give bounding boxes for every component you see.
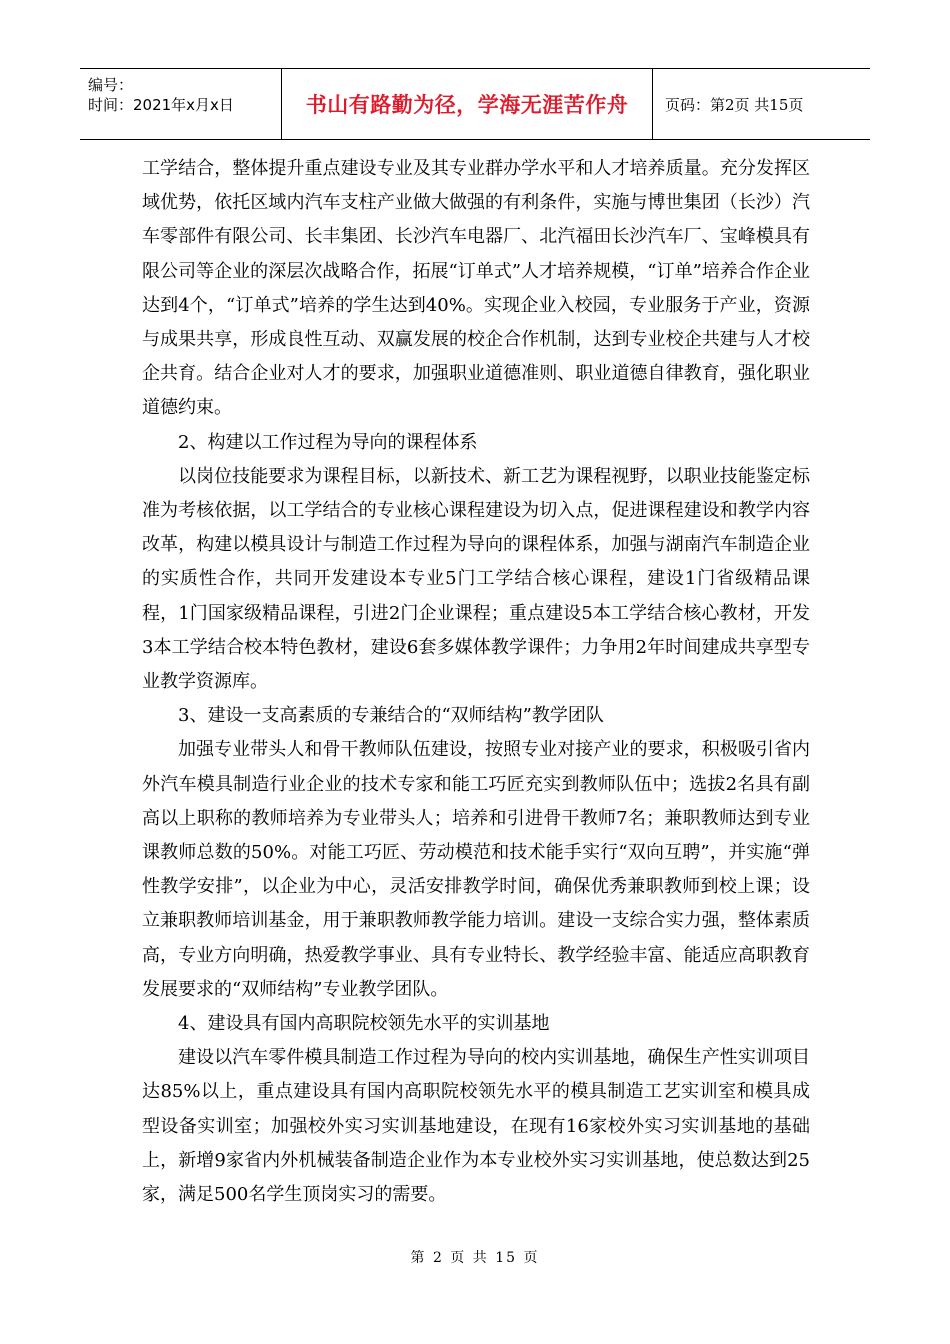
header-page-info: 页码：第2页 共15页 — [665, 95, 804, 114]
paragraph-curriculum: 以岗位技能要求为课程目标，以新技术、新工艺为课程视野，以职业技能鉴定标准为考核依据，以工学结合的专业核心课程建设为切入点，促进课程建设和教学内容改革，构建以模具设计与制造工作过程为导向的课程体系，加强与湖南汽车制造企业的实质性合作，共同开发建设本专业5门工学结合核心课程，建设1门省级精品课程，1门国家级精品课程，引进2门企业课程；重点建设5本工学结合核心教材，开发3本工学结合校本特色教材，建设6套多媒体教学课件；力争用2年时间建成共享型专业教学资源库。 — [142, 465, 810, 693]
header-motto: 书山有路勤为径，学海无涯苦作舟 — [282, 69, 653, 139]
paragraph-continuation: 工学结合，整体提升重点建设专业及其专业群办学水平和人才培养质量。充分发挥区域优势，依托区域内汽车支柱产业做大做强的有利条件，实施与博世集团（长沙）汽车零部件有限公司、长丰集团、长沙汽车电器厂、北汽福田长沙汽车厂、宝峰模具有限公司等企业的深层次战略合作，拓展“订单式”人才培养规模，“订单”培养合作企业达到4个，“订单式”培养的学生达到40%。实现企业入校园，专业服务于产业，资源与成果共享，形成良性互动、双赢发展的校企合作机制，达到专业校企共建与人才校企共育。结合企业对人才的要求，加强职业道德准则、职业道德自律教育，强化职业道德约束。 — [142, 158, 810, 419]
section-heading-training-base: 4、建设具有国内高职院校领先水平的实训基地 — [178, 1013, 550, 1035]
paragraph-teaching-team: 加强专业带头人和骨干教师队伍建设，按照专业对接产业的要求，积极吸引省内外汽车模具制造行业企业的技术专家和能工巧匠充实到教师队伍中；选拔2名具有副高以上职称的教师培养为专业带头人；培养和引进骨干教师7名；兼职教师达到专业课教师总数的50%。对能工巧匠、劳动模范和技术能手实行“双向互聘”，并实施“弹性教学安排”，以企业为中心，灵活安排教学时间，确保优秀兼职教师到校上课；设立兼职教师培训基金，用于兼职教师教学能力培训。建设一支综合实力强，整体素质高，专业方向明确，热爱教学事业、具有专业特长、教学经验丰富、能适应高职教育发展要求的“双师结构”专业教学团队。 — [142, 739, 810, 1000]
section-heading-teaching-team: 3、建设一支高素质的专兼结合的“双师结构”教学团队 — [178, 705, 604, 727]
page-footer-number: 第 2 页 共 15 页 — [410, 1250, 540, 1266]
page-header — [80, 68, 870, 140]
header-meta — [80, 69, 282, 139]
document-number-label: 编号： — [88, 76, 134, 94]
document-body — [142, 152, 810, 1212]
document-time: 时间：2021年x月x日 — [88, 96, 234, 114]
section-heading-curriculum: 2、构建以工作过程为导向的课程体系 — [178, 431, 478, 453]
paragraph-training-base: 建设以汽车零件模具制造工作过程为导向的校内实训基地，确保生产性实训项目达85%以上，重点建设具有国内高职院校领先水平的模具制造工艺实训室和模具成型设备实训室；加强校外实习实训基地建设，在现有16家校外实习实训基地的基础上，新增9家省内外机械装备制造企业作为本专业校外实习实训基地，使总数达到25家，满足500名学生顶岗实习的需要。 — [142, 1047, 810, 1206]
